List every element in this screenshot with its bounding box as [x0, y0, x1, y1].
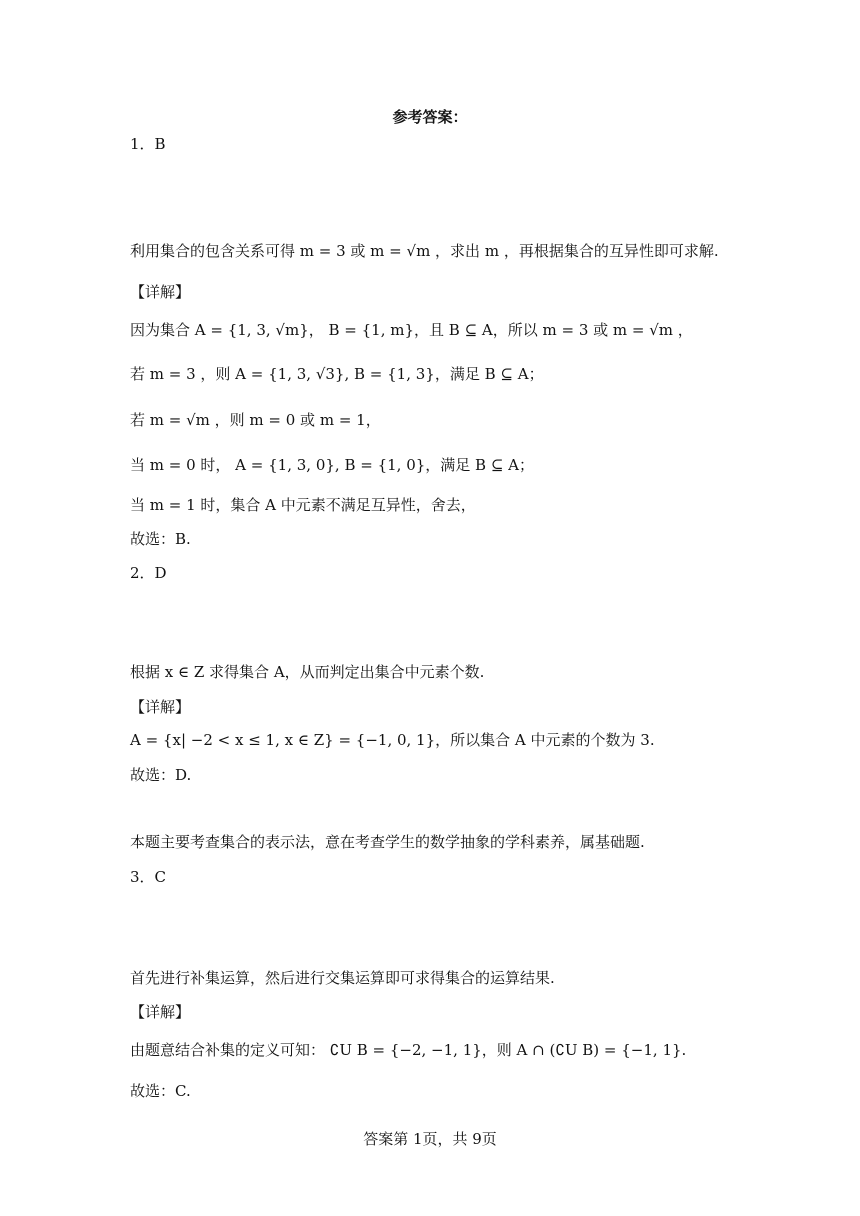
- answer-number-1: 1．B: [130, 135, 166, 153]
- answer-number-3: 3．C: [130, 868, 167, 886]
- detail-1-line-1: 因为集合 A = {1, 3, √m}， B = {1, m}，且 B ⊆ A，所以 m = 3 或 m = √m ，: [130, 321, 693, 339]
- detail-1-line-5: 当 m = 1 时，集合 A 中元素不满足互异性，舍去，: [130, 496, 476, 514]
- detail-heading-2: 【详解】: [130, 698, 191, 716]
- answer-number-2: 2．D: [130, 564, 167, 582]
- detail-1-line-3: 若 m = √m ，则 m = 0 或 m = 1，: [130, 411, 381, 429]
- choice-1: 故选：B.: [130, 530, 191, 548]
- choice-3: 故选：C.: [130, 1082, 191, 1100]
- detail-heading-1: 【详解】: [130, 283, 191, 301]
- detail-1-line-4: 当 m = 0 时， A = {1, 3, 0}, B = {1, 0}，满足 B ⊆ A；: [130, 456, 535, 474]
- detail-heading-3: 【详解】: [130, 1003, 191, 1021]
- choice-2: 故选：D.: [130, 766, 192, 784]
- page-title: 参考答案：: [392, 108, 468, 126]
- analysis-3: 首先进行补集运算，然后进行交集运算即可求得集合的运算结果.: [130, 969, 555, 987]
- analysis-2: 根据 x ∈ Z 求得集合 A，从而判定出集合中元素个数.: [130, 663, 485, 681]
- detail-3-line-1: 由题意结合补集的定义可知： ∁U B = {−2, −1, 1}，则 A ∩ (∁U B) = {−1, 1}.: [130, 1041, 687, 1059]
- comment-2: 本题主要考查集合的表示法，意在考查学生的数学抽象的学科素养，属基础题.: [130, 833, 645, 851]
- page-footer: 答案第 1页，共 9页: [363, 1130, 497, 1148]
- analysis-1: 利用集合的包含关系可得 m = 3 或 m = √m ，求出 m ，再根据集合的互异性即可求解.: [130, 242, 719, 260]
- detail-2-line-1: A = {x| −2 < x ≤ 1, x ∈ Z} = {−1, 0, 1}，所以集合 A 中元素的个数为 3.: [130, 731, 655, 749]
- detail-1-line-2: 若 m = 3 ，则 A = {1, 3, √3}, B = {1, 3}，满足 B ⊆ A；: [130, 365, 544, 383]
